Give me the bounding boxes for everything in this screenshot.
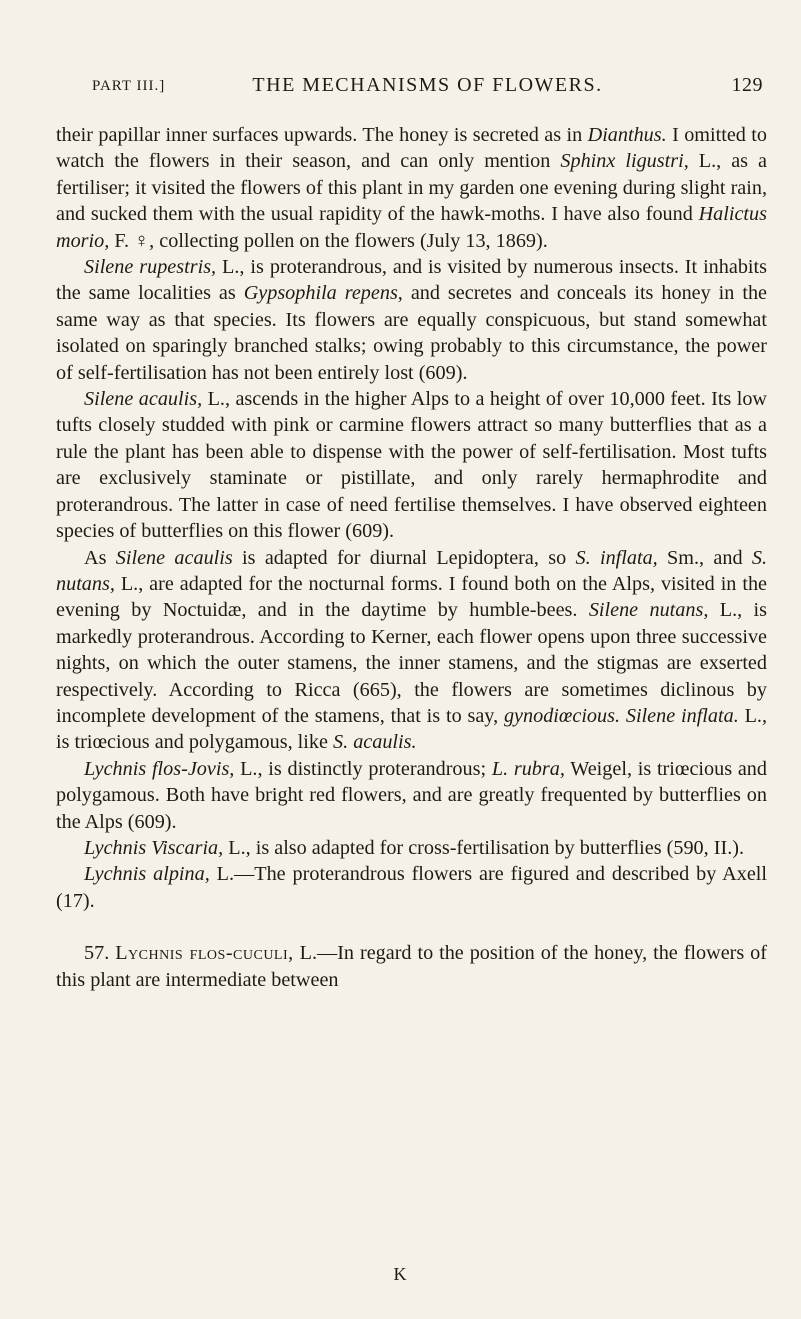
- italic-term: Silene nutans,: [588, 599, 709, 622]
- italic-term: Lychnis Viscaria,: [84, 836, 224, 859]
- text-run: L., is markedly proterandrous. According to Kerner, each flower opens upon three successive nights, on which the outer stamens, the inner stamens, and the stigmas are exserted respectively. According to Ricca (665), the flowers are sometimes diclinous by incomplete development of the stamens, that is to say,: [56, 599, 768, 727]
- text-run: Sm., and: [657, 546, 752, 569]
- text-run: their papillar inner surfaces upwards. The honey is secreted as in: [56, 124, 588, 146]
- text-run: I omitted to watch the flowers in their season, and can only mention: [56, 124, 767, 173]
- paragraph: [56, 545, 767, 756]
- text-run: F. ♀, collecting pollen on the flowers (July 13, 1869).: [109, 229, 548, 252]
- part-label: PART III.]: [92, 78, 166, 94]
- paragraph: [56, 386, 767, 544]
- text-run: L., is distinctly proterandrous;: [234, 757, 492, 780]
- italic-term: Halictus morio,: [56, 203, 767, 252]
- italic-term: Silene rupestris,: [84, 256, 217, 279]
- italic-term: Silene acaulis: [115, 546, 233, 569]
- page-number: 129: [731, 74, 763, 96]
- italic-term: Sphinx ligustri,: [560, 150, 689, 173]
- section-paragraph: [56, 940, 767, 993]
- paragraph: [56, 122, 767, 254]
- text-run: L., ascends in the higher Alps to a height of over 10,000 feet. Its low tufts closely studded with pink or carmine flowers attract so many butterflies that as a rule the plant has been able to dispense with the power of self-fertilisation. Most tufts are exclusively staminate or pistillate, and only rarely hermaphrodite and proterandrous. The latter in case of need fertilise themselves. I have observed eighteen species of butterflies on this flower (609).: [56, 388, 768, 543]
- running-title: THE MECHANISMS OF FLOWERS.: [252, 74, 603, 96]
- text-run: L., are adapted for the nocturnal forms. I found both on the Alps, visited in the evening by Noctuidæ, and in the daytime by humble-bees.: [56, 572, 767, 622]
- running-header: [92, 74, 763, 104]
- text-run: L., as a fertiliser; it visited the flowers of this plant in my garden one evening during slight rain, and sucked them with the usual rapidity of the hawk-moths. I have also found: [56, 150, 768, 226]
- paragraph: [56, 861, 767, 914]
- italic-term: L. rubra,: [491, 757, 565, 780]
- text-run: is adapted for diurnal Lepidoptera, so: [232, 546, 576, 569]
- text-run: and secretes and conceals its honey in the same way as that species. Its flowers are equally conspicuous, but stand somewhat isolated on sparingly branched stalks; owing probably to this circumstance, the power of self-fertilisation has not been entirely lost (609).: [56, 282, 767, 384]
- italic-term: Gypsophila repens,: [243, 282, 403, 305]
- text-run: L.—The proterandrous flowers are figured and described by Axell (17).: [56, 863, 768, 912]
- signature-mark: K: [393, 1264, 408, 1284]
- text-run: As: [84, 546, 116, 569]
- text-run: L., is triœcious and polygamous, like: [56, 704, 768, 754]
- text-run: L., is also adapted for cross-fertilisation by butterflies (590, II.).: [223, 836, 745, 859]
- body-text: [56, 122, 767, 993]
- italic-term: S. nutans,: [56, 546, 768, 595]
- italic-term: Silene inflata.: [625, 704, 739, 727]
- italic-term: Lychnis flos-Jovis,: [84, 757, 235, 780]
- text-run: L., is proterandrous, and is visited by numerous insects. It inhabits the same localities as: [56, 256, 767, 305]
- paragraph: [56, 756, 767, 835]
- text-run: 57.: [84, 942, 116, 965]
- text-run: Weigel, is triœcious and polygamous. Both have bright red flowers, and are greatly frequented by butterflies on the Alps (609).: [56, 757, 767, 833]
- paragraph: [56, 254, 767, 386]
- section-heading-term: Lychnis flos-cuculi,: [115, 942, 294, 965]
- italic-term: S. acaulis.: [333, 731, 417, 754]
- italic-term: Lychnis alpina,: [84, 863, 210, 886]
- italic-term: S. inflata,: [575, 546, 658, 569]
- italic-term: Silene acaulis,: [84, 388, 203, 411]
- italic-term: Dianthus.: [587, 124, 667, 146]
- italic-term: gynodiœcious.: [503, 704, 621, 727]
- paragraph: [56, 835, 767, 861]
- text-run: L.—In regard to the position of the honey, the flowers of this plant are intermediate between: [56, 942, 767, 991]
